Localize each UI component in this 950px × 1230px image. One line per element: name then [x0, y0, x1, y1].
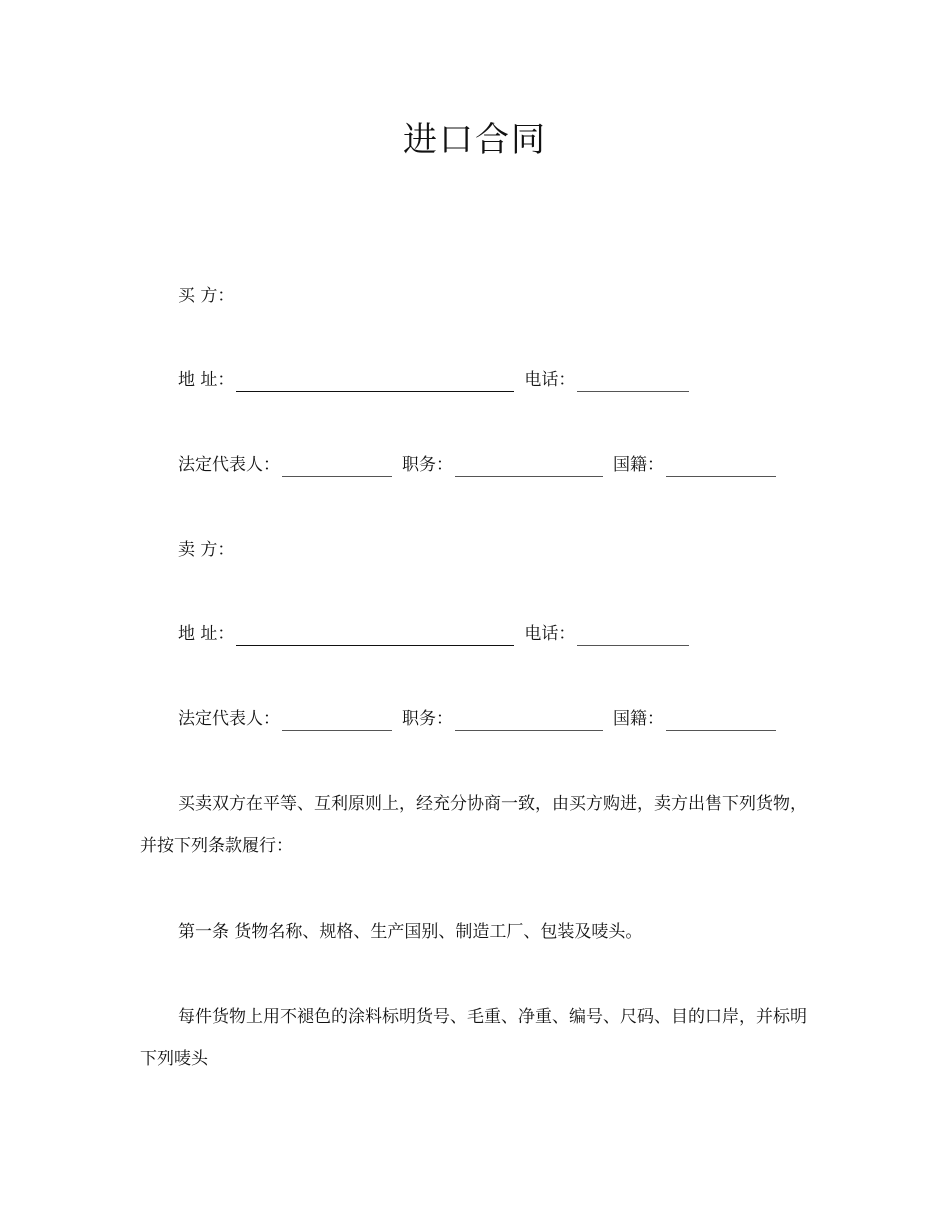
seller-position-field[interactable] — [455, 710, 603, 731]
buyer-label: 买 方： — [178, 286, 235, 306]
seller-address-row — [178, 622, 699, 646]
seller-position-label: 职务： — [402, 709, 453, 729]
seller-phone-field[interactable] — [577, 625, 689, 646]
buyer-address-row — [178, 368, 699, 392]
page-title: 进口合同 — [403, 120, 547, 160]
buyer-phone-label: 电话： — [524, 370, 576, 390]
buyer-address-field[interactable] — [236, 371, 514, 392]
buyer-rep-row — [178, 453, 786, 477]
buyer-nationality-field[interactable] — [666, 456, 776, 477]
seller-address-label: 地 址： — [178, 624, 235, 644]
buyer-position-field[interactable] — [455, 456, 603, 477]
seller-rep-row — [178, 707, 786, 731]
marking-paragraph: 每件货物上用不褪色的涂料标明货号、毛重、净重、编号、尺码、目的口岸，并标明下列唛头 — [140, 1007, 807, 1069]
seller-label: 卖 方： — [178, 540, 235, 560]
seller-rep-label: 法定代表人： — [178, 709, 280, 729]
seller-phone-label: 电话： — [524, 624, 576, 644]
seller-rep-field[interactable] — [282, 710, 392, 731]
buyer-address-label: 地 址： — [178, 370, 235, 390]
seller-nationality-field[interactable] — [666, 710, 776, 731]
buyer-rep-field[interactable] — [282, 456, 392, 477]
buyer-position-label: 职务： — [402, 455, 453, 475]
seller-address-field[interactable] — [236, 625, 514, 646]
seller-nationality-label: 国籍： — [613, 709, 664, 729]
buyer-phone-field[interactable] — [577, 371, 689, 392]
article-1-heading: 第一条 货物名称、规格、生产国别、制造工厂、包装及唛头。 — [178, 922, 643, 942]
buyer-nationality-label: 国籍： — [613, 455, 664, 475]
buyer-rep-label: 法定代表人： — [178, 455, 280, 475]
intro-paragraph: 买卖双方在平等、互利原则上，经充分协商一致，由买方购进，卖方出售下列货物，并按下列条款履行： — [140, 794, 807, 856]
